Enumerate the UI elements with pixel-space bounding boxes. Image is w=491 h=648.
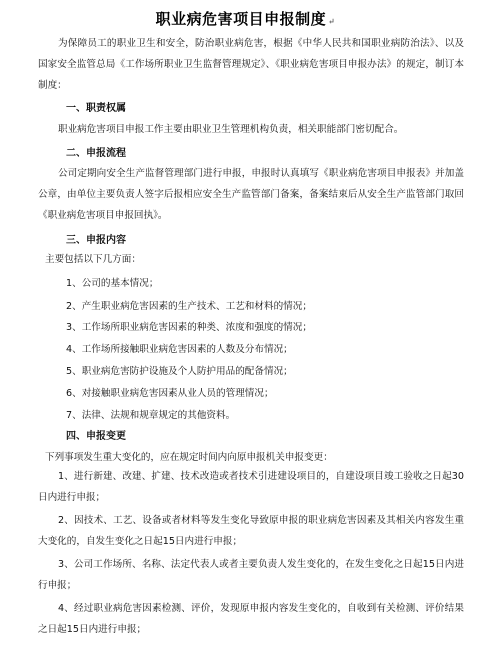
- section-3-item-6: 6、对接触职业病危害因素从业人员的管理情况；: [66, 388, 274, 399]
- section-3-item-4: 4、工作场所接触职业病危害因素的人数及分布情况；: [66, 344, 293, 355]
- intro-paragraph: 为保障员工的职业卫生和安全，防治职业病危害，根据《中华人民共和国职业病防治法》、以及国家安全监管总局《工作场所职业卫生监督管理规定》、《职业病危害项目申报办法》的规定，制订本制度：: [38, 38, 464, 91]
- section-4-item-2: 2、因技术、工艺、设备或者材料等发生变化导致原申报的职业病危害因素及其相关内容发生重大变化的，自发生变化之日起15日内进行申报；: [38, 515, 464, 547]
- section-4-item-4: 4、经过职业病危害因素检测、评价，发现原申报内容发生变化的，自收到有关检测、评价结果之日起15日内进行申报；: [38, 603, 464, 635]
- section-3-heading: 三、申报内容: [66, 235, 126, 246]
- section-2-heading: 二、申报流程: [66, 148, 126, 159]
- section-2-body: 公司定期向安全生产监督管理部门进行申报，申报时认真填写《职业病危害项目申报表》并加盖公章，由单位主要负责人签字后报相应安全生产监管部门备案，备案结束后从安全生产监管部门取回《职业病危害项目申报回执》。: [38, 168, 464, 221]
- section-1-heading: 一、职责权属: [66, 103, 126, 114]
- paragraph-mark-icon: ↵: [328, 16, 336, 26]
- section-4-heading: 四、申报变更: [66, 431, 126, 442]
- section-4-item-1: 1、进行新建、改建、扩建、技术改造或者技术引进建设项目的，自建设项目竣工验收之日起30日内进行申报；: [38, 471, 464, 503]
- title-text: 职业病危害项目申报制度: [155, 10, 327, 28]
- section-4-lead: 下列事项发生重大变化的，应在规定时间内向原申报机关申报变更：: [45, 452, 333, 463]
- section-3-item-1: 1、公司的基本情况；: [66, 278, 159, 289]
- section-3-item-2: 2、产生职业病危害因素的生产技术、工艺和材料的情况；: [66, 301, 312, 312]
- section-4-item-3: 3、公司工作场所、名称、法定代表人或者主要负责人发生变化的，在发生变化之日起15日内进行申报；: [38, 559, 464, 591]
- section-3-item-3: 3、工作场所职业病危害因素的种类、浓度和强度的情况；: [66, 322, 312, 333]
- section-3-item-7: 7、法律、法规和规章规定的其他资料。: [66, 410, 236, 421]
- section-3-lead: 主要包括以下几方面：: [45, 254, 141, 265]
- section-3-item-5: 5、职业病危害防护设施及个人防护用品的配备情况；: [66, 366, 293, 377]
- section-1-body: 职业病危害项目申报工作主要由职业卫生管理机构负责，相关职能部门密切配合。: [58, 124, 404, 135]
- document-title: [0, 8, 491, 29]
